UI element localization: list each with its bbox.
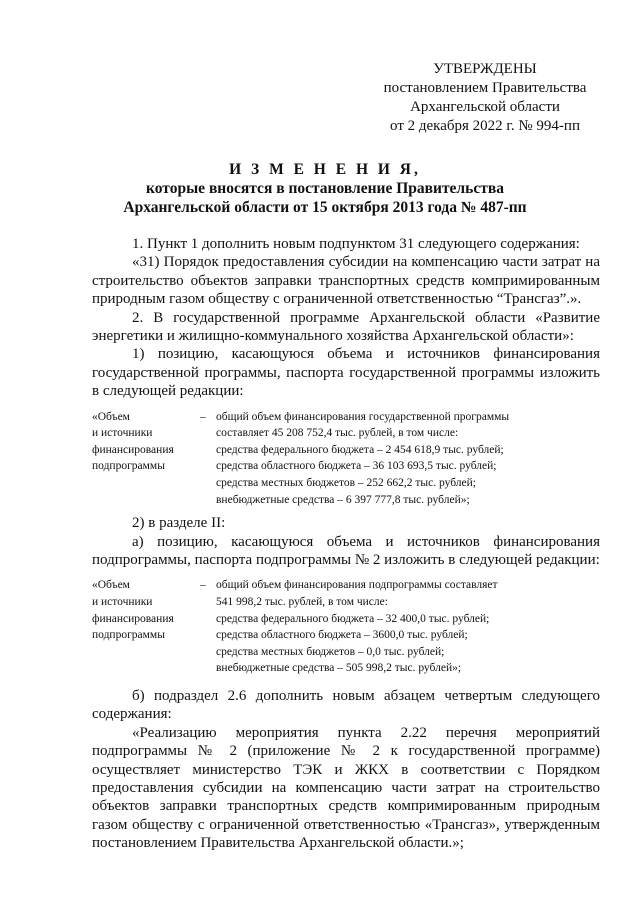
paragraph-7: б) подраздел 2.6 дополнить новым абзацем четвертым следующего содержания: — [92, 688, 600, 723]
financing-block-2 — [92, 577, 600, 677]
financing-block-1 — [92, 409, 600, 509]
financing-label — [92, 409, 200, 509]
document-title — [60, 160, 590, 217]
approval-stamp — [360, 60, 610, 136]
approved-line: постановлением Правительства — [383, 80, 587, 96]
title-sub: Архангельской области от 15 октября 2013 года № 487-пп — [123, 199, 527, 216]
title-main: И З М Е Н Е Н И Я, — [229, 161, 421, 178]
label-line: «Объем — [92, 579, 130, 592]
document-body — [92, 235, 600, 853]
value-line: средства областного бюджета – 36 103 693,5 тыс. рублей; — [216, 460, 497, 473]
paragraph-5: 2) в разделе II: — [132, 515, 226, 532]
value-line: общий объем финансирования государственной программы — [216, 410, 510, 423]
paragraph-2: «31) Порядок предоставления субсидии на компенсацию части затрат на строительство объектов заправки транспортных средств компримированным природным газом обществу с ограниченной ответственностью “Трансгаз”.». — [92, 254, 600, 308]
label-line: финансирования — [92, 612, 174, 625]
value-line: внебюджетные средства – 6 397 777,8 тыс. рублей»; — [216, 493, 470, 506]
label-line: и источники — [92, 427, 153, 440]
label-line: «Объем — [92, 410, 130, 423]
paragraph-6: а) позицию, касающуюся объема и источников финансирования подпрограммы, паспорта подпрограммы № 2 изложить в следующей редакции: — [92, 533, 600, 569]
paragraph-1: 1. Пункт 1 дополнить новым подпунктом 31 следующего содержания: — [132, 236, 580, 252]
paragraph-3: 2. В государственной программе Архангельской области «Развитие энергетики и жилищно-коммунального хозяйства Архангельской области»: — [92, 309, 600, 345]
value-line: средства федерального бюджета – 32 400,0 тыс. рублей; — [216, 612, 490, 625]
label-line: финансирования — [92, 443, 174, 456]
approved-line: Архангельской области — [410, 99, 560, 115]
value-line: составляет 45 208 752,4 тыс. рублей, в том числе: — [216, 427, 459, 440]
paragraph-4: 1) позицию, касающуюся объема и источников финансирования государственной программы, паспорта государственной программы изложить в следующей редакции: — [92, 346, 600, 400]
value-line: средства федерального бюджета – 2 454 618,9 тыс. рублей; — [216, 443, 504, 456]
label-line: и источники — [92, 596, 153, 609]
value-line: средства местных бюджетов – 252 662,2 тыс. рублей; — [216, 477, 476, 490]
dash: – — [200, 410, 206, 423]
dash: – — [200, 579, 206, 592]
title-sub: которые вносятся в постановление Правительства — [146, 180, 504, 197]
label-line: подпрограммы — [92, 629, 165, 642]
financing-label — [92, 577, 200, 677]
approved-line: от 2 декабря 2022 г. № 994-пп — [390, 118, 580, 134]
value-line: 541 998,2 тыс. рублей, в том числе: — [216, 596, 388, 609]
value-line: средства местных бюджетов – 0,0 тыс. рублей; — [216, 645, 445, 658]
paragraph-8: «Реализацию мероприятия пункта 2.22 перечня мероприятий подпрограммы № 2 (приложение № 2 к государственной программе) осуществляет министерство ТЭК и ЖКХ в соответствии с Порядком предоставления субсидии на компенсацию части затрат на строительство объектов заправки транспортных средств компримированным природным газом обществу с ограниченной ответственностью «Трансгаз», утвержденным постановлением Правительства Архангельской области.»; — [92, 724, 600, 852]
value-line: средства областного бюджета – 3600,0 тыс. рублей; — [216, 629, 468, 642]
label-line: подпрограммы — [92, 460, 165, 473]
approved-heading: УТВЕРЖДЕНЫ — [433, 61, 537, 77]
financing-values — [216, 577, 600, 677]
value-line: общий объем финансирования подпрограммы составляет — [216, 579, 498, 592]
value-line: внебюджетные средства – 505 998,2 тыс. рублей»; — [216, 662, 462, 675]
financing-values — [216, 409, 600, 509]
